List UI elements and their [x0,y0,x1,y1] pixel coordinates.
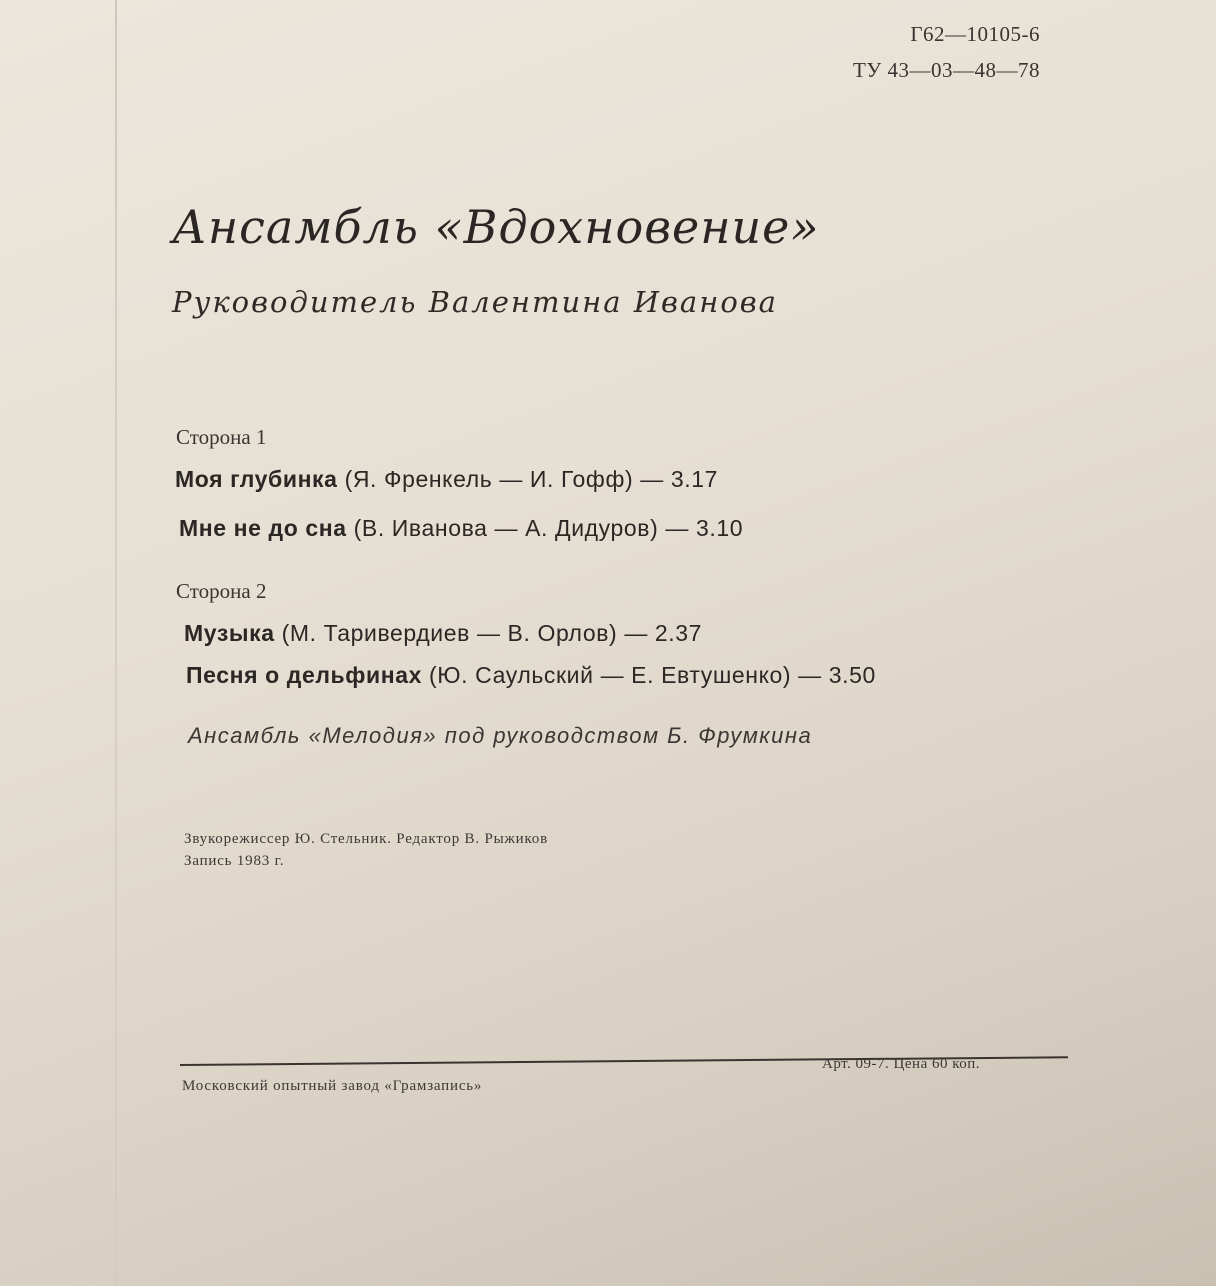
track-duration: — 3.17 [640,466,719,492]
side-1-label: Сторона 1 [176,425,267,449]
manufacturer: Московский опытный завод «Грамзапись» [182,1078,483,1094]
track-title: Музыка [184,620,275,646]
track-item [179,515,743,542]
article-price: Арт. 09-7. Цена 60 коп. [822,1056,981,1072]
catalog-number: Г62—10105-6 [910,22,1040,46]
engineer-credit: Звукорежиссер Ю. Стельник. Редактор В. Рыжиков [184,831,548,847]
track-credits: (Ю. Саульский — Е. Евтушенко) [429,662,792,688]
recording-year: Запись 1983 г. [184,853,285,869]
track-credits: (Я. Френкель — И. Гофф) [344,466,634,492]
track-credits: (В. Иванова — А. Дидуров) [353,515,659,541]
technical-standard: ТУ 43—03—48—78 [853,58,1040,82]
track-item [184,620,702,647]
track-title: Мне не до сна [179,515,347,541]
track-title: Песня о дельфинах [186,662,423,688]
paper-crease [115,0,117,1286]
track-duration: — 3.10 [665,515,744,541]
album-subtitle: Руководитель Валентина Иванова [172,285,778,319]
album-title: Ансамбль «Вдохновение» [172,200,820,254]
track-credits: (М. Таривердиев — В. Орлов) [281,620,618,646]
track-duration: — 2.37 [624,620,703,646]
track-title: Моя глубинка [175,466,338,492]
accompaniment-credit: Ансамбль «Мелодия» под руководством Б. Фрумкина [188,723,813,748]
side-2-label: Сторона 2 [176,579,267,603]
track-item [186,662,876,689]
track-duration: — 3.50 [798,662,876,688]
track-item [175,466,718,493]
production-credits [184,828,548,872]
